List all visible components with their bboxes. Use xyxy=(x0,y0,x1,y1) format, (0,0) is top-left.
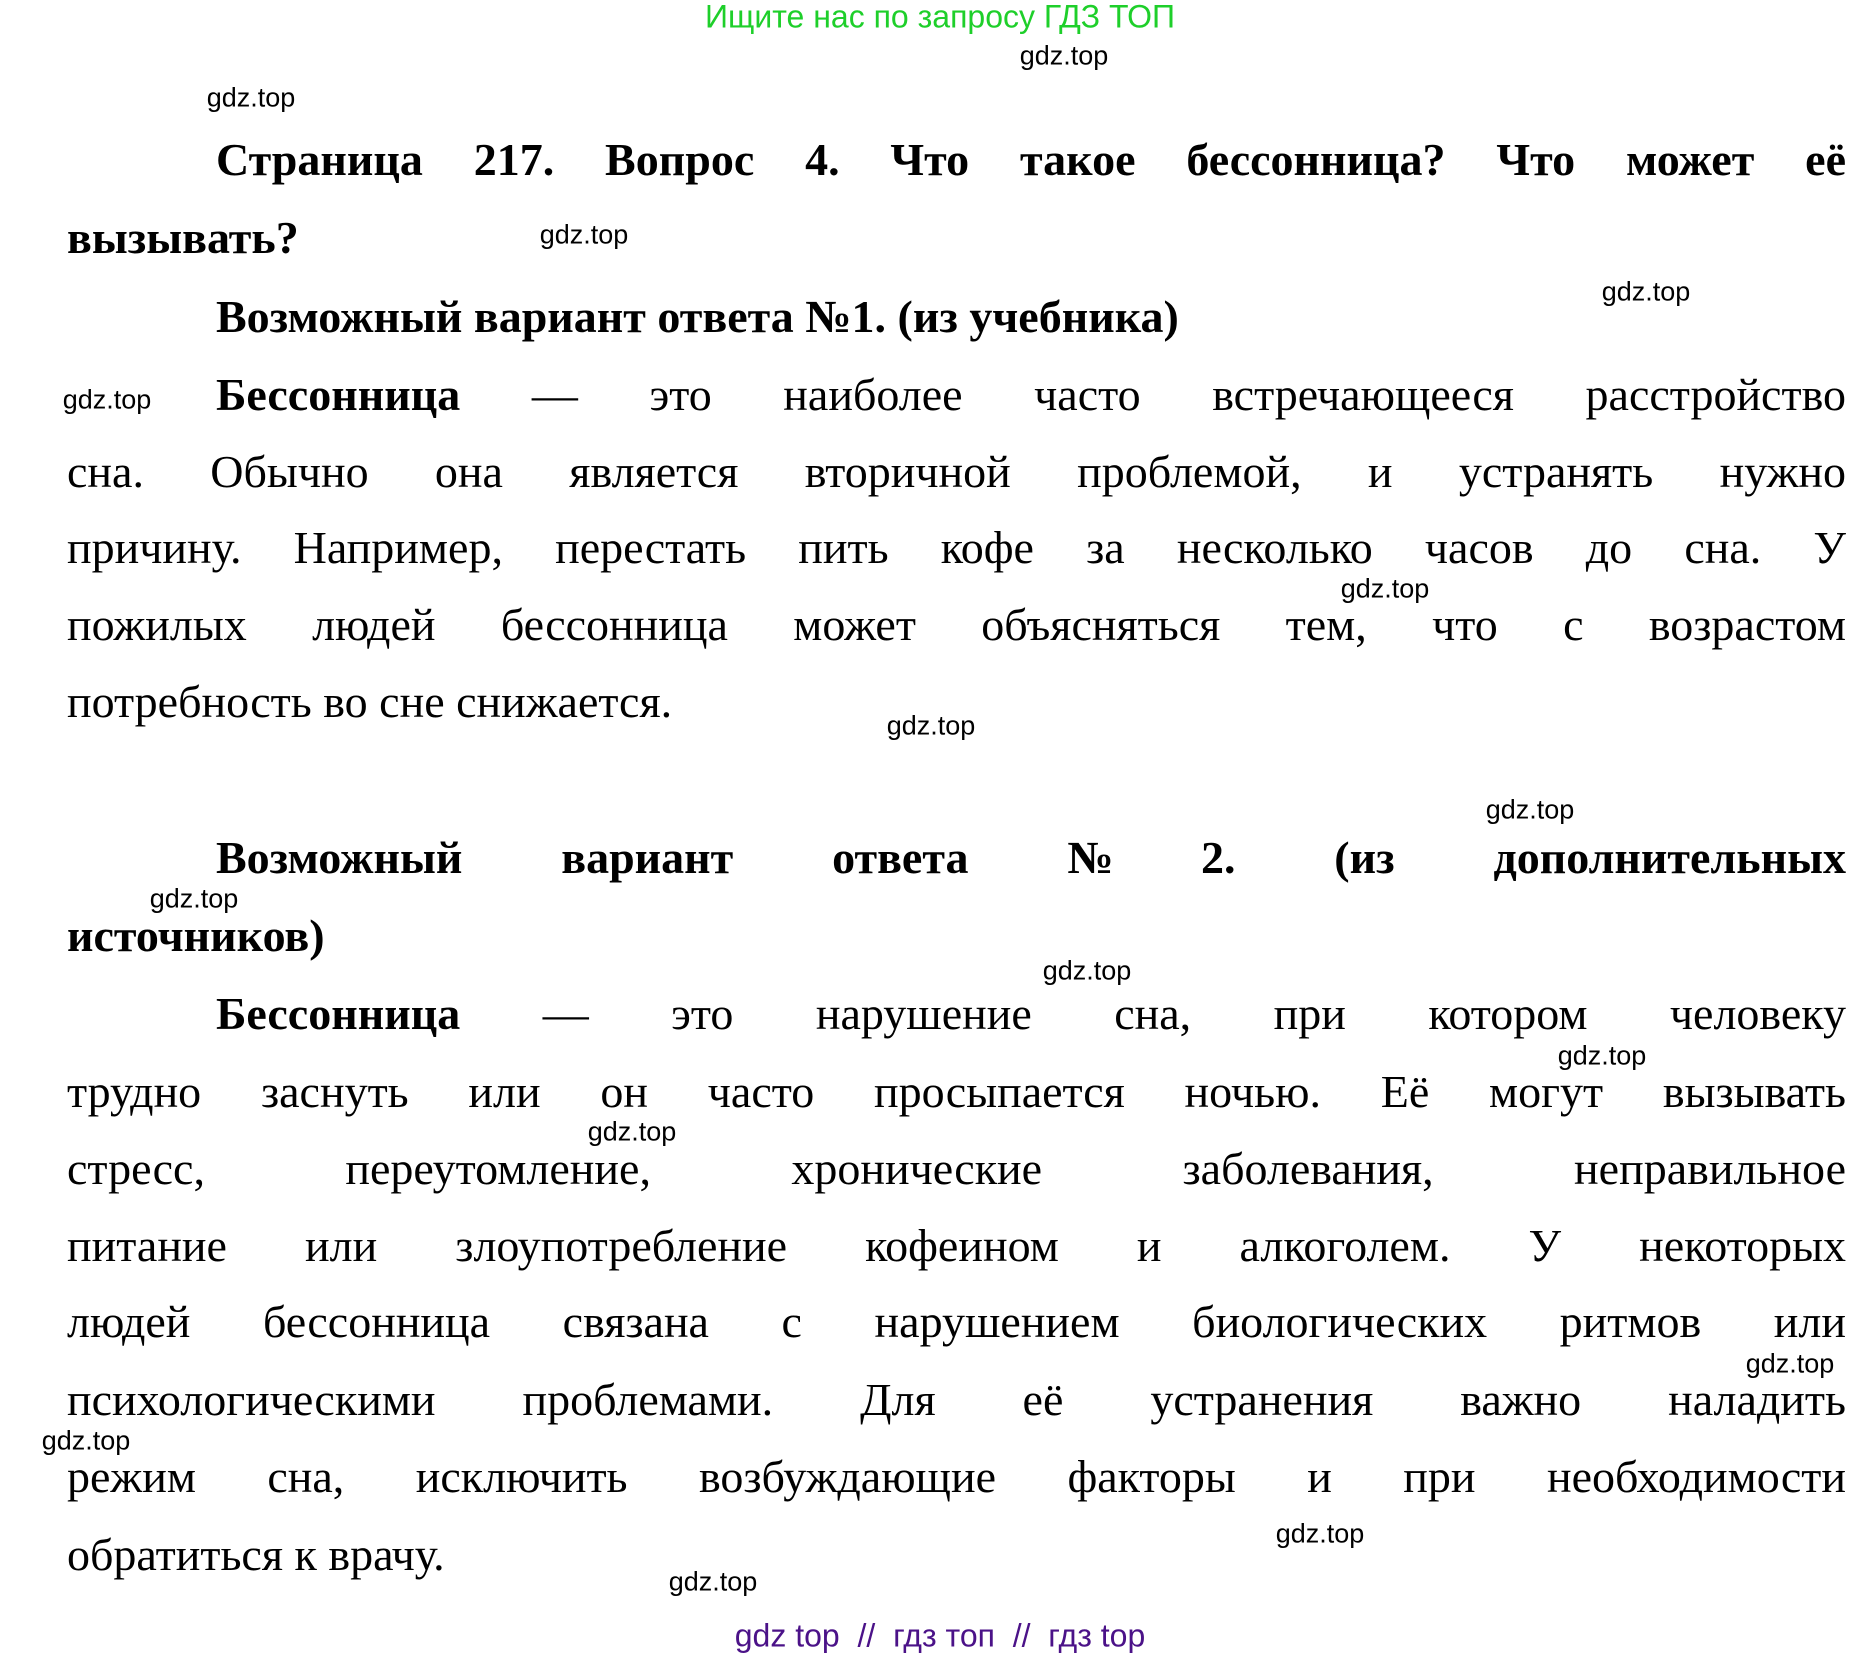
watermark: gdz.top xyxy=(1275,1518,1365,1549)
answer2-line: психологическими проблемами. Для её устранения важно наладить xyxy=(67,1374,1846,1425)
answer2-text: — это нарушение сна, при котором человеку xyxy=(460,988,1846,1039)
search-banner: Ищите нас по запросу ГДЗ ТОП xyxy=(705,0,1175,35)
watermark: gdz.top xyxy=(886,710,976,741)
answer2-line: людей бессонница связана с нарушением биологических ритмов или xyxy=(67,1296,1846,1347)
watermark: gdz.top xyxy=(1557,1040,1647,1071)
watermark: gdz.top xyxy=(1340,573,1430,604)
watermark: gdz.top xyxy=(1601,276,1691,307)
watermark: gdz.top xyxy=(539,219,629,250)
watermark: gdz.top xyxy=(1042,955,1132,986)
watermark: gdz.top xyxy=(149,883,239,914)
answer2-line: стресс, переутомление, хронические заболевания, неправильное xyxy=(67,1143,1846,1194)
watermark: gdz.top xyxy=(1745,1348,1835,1379)
answer1-line: причину. Например, перестать пить кофе за несколько часов до сна. У xyxy=(67,522,1846,573)
answer1-heading: Возможный вариант ответа №1. (из учебника) xyxy=(216,291,1179,342)
watermark: gdz.top xyxy=(62,384,152,415)
answer2-line: питание или злоупотребление кофеином и алкоголем. У некоторых xyxy=(67,1220,1846,1271)
answer2-line: трудно заснуть или он часто просыпается ночью. Её могут вызывать xyxy=(67,1066,1846,1117)
bottom-banner-link[interactable]: gdz top // гдз топ // гдз top xyxy=(734,1617,1146,1654)
answer1-text: — это наиболее часто встречающееся расстройство xyxy=(460,369,1846,420)
answer2-line: режим сна, исключить возбуждающие факторы и при необходимости xyxy=(67,1451,1846,1502)
question-title-line: вызывать? xyxy=(67,212,299,263)
watermark: gdz.top xyxy=(668,1566,758,1597)
question-title-line: Страница 217. Вопрос 4. Что такое бессонница? Что может её xyxy=(216,134,1846,185)
watermark: gdz.top xyxy=(41,1425,131,1456)
answer1-line xyxy=(216,356,1846,434)
answer1-line: потребность во сне снижается. xyxy=(67,676,673,727)
answer2-heading-line: Возможный вариант ответа №2. (из дополнительных xyxy=(216,832,1846,883)
watermark: gdz.top xyxy=(1485,794,1575,825)
answer1-line: пожилых людей бессонница может объясняться тем, что с возрастом xyxy=(67,599,1846,650)
answer2-term: Бессонница xyxy=(216,988,461,1039)
watermark: gdz.top xyxy=(587,1116,677,1147)
answer1-term: Бессонница xyxy=(216,369,461,420)
answer2-heading-line: источников) xyxy=(67,910,325,961)
watermark: gdz.top xyxy=(1019,40,1109,71)
watermark: gdz.top xyxy=(206,82,296,113)
answer1-line: сна. Обычно она является вторичной проблемой, и устранять нужно xyxy=(67,446,1846,497)
answer2-line: обратиться к врачу. xyxy=(67,1529,445,1580)
